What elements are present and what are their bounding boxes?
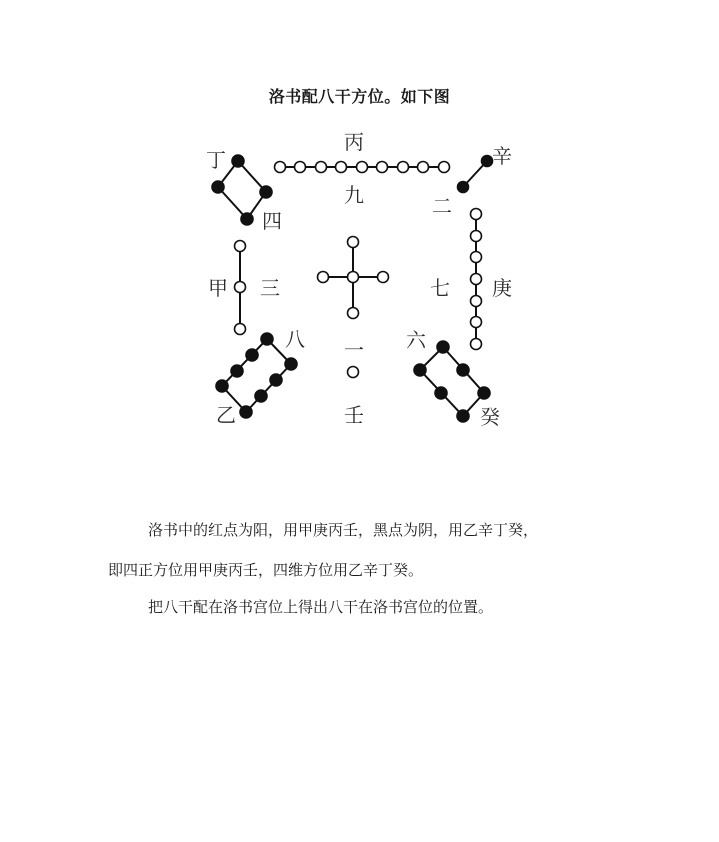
- dot-four: [260, 186, 272, 198]
- dot-six: [435, 387, 447, 399]
- number-seven-label: 七: [430, 276, 450, 300]
- dot-one: [348, 367, 359, 378]
- dot-nine: [439, 162, 450, 173]
- number-one-label: 一: [344, 338, 364, 362]
- dot-four: [232, 155, 244, 167]
- dot-seven: [471, 296, 482, 307]
- dot-eight: [240, 406, 252, 418]
- dot-eight: [261, 333, 273, 345]
- dot-eight: [246, 349, 258, 361]
- dot-eight: [285, 358, 297, 370]
- stem-xin-label: 辛: [492, 144, 512, 168]
- dot-nine: [357, 162, 368, 173]
- line-six: [420, 347, 484, 416]
- dot-six: [478, 387, 490, 399]
- paragraph-3: 把八干配在洛书宫位上得出八干在洛书宫位的位置。: [148, 598, 494, 616]
- dot-two: [482, 156, 493, 167]
- dot-five: [348, 237, 359, 248]
- dot-nine: [398, 162, 409, 173]
- dot-three: [235, 241, 246, 252]
- dot-nine: [316, 162, 327, 173]
- dot-seven: [471, 231, 482, 242]
- dot-five: [348, 272, 359, 283]
- dot-nine: [336, 162, 347, 173]
- stem-ren-label: 壬: [344, 403, 364, 427]
- stem-ding-label: 丁: [206, 148, 226, 172]
- paragraph-2: 即四正方位用甲庚丙壬，四维方位用乙辛丁癸。: [108, 561, 424, 579]
- page-title: 洛书配八干方位。如下图: [268, 87, 451, 106]
- dot-nine: [275, 162, 286, 173]
- dot-five: [378, 272, 389, 283]
- dot-seven: [471, 317, 482, 328]
- dot-five: [318, 272, 329, 283]
- dot-seven: [471, 209, 482, 220]
- dot-nine: [377, 162, 388, 173]
- dot-six: [437, 341, 449, 353]
- dot-four: [212, 181, 224, 193]
- number-nine-label: 九: [344, 183, 364, 207]
- dot-four: [241, 213, 253, 225]
- stem-geng-label: 庚: [492, 276, 512, 300]
- number-four-label: 四: [262, 209, 282, 233]
- dot-eight: [270, 374, 282, 386]
- number-eight-label: 八: [285, 327, 305, 351]
- dot-eight: [255, 390, 267, 402]
- number-three-label: 三: [260, 276, 280, 300]
- stem-gui-label: 癸: [480, 405, 500, 429]
- number-six-label: 六: [406, 328, 426, 352]
- dot-eight: [231, 365, 243, 377]
- dot-six: [457, 364, 469, 376]
- dot-seven: [471, 274, 482, 285]
- dot-nine: [418, 162, 429, 173]
- stem-bing-label: 丙: [344, 130, 364, 154]
- dot-two: [458, 182, 469, 193]
- dot-three: [235, 324, 246, 335]
- dot-seven: [471, 339, 482, 350]
- paragraph-1: 洛书中的红点为阳，用甲庚丙壬，黑点为阴，用乙辛丁癸，: [148, 521, 539, 539]
- dot-nine: [295, 162, 306, 173]
- dot-six: [457, 410, 469, 422]
- stem-jia-label: 甲: [208, 276, 228, 300]
- number-two-label: 二: [432, 194, 452, 218]
- dot-six: [414, 364, 426, 376]
- dot-seven: [471, 252, 482, 263]
- dot-eight: [216, 380, 228, 392]
- stem-yi-label: 乙: [216, 403, 236, 427]
- dot-three: [235, 282, 246, 293]
- dot-five: [348, 308, 359, 319]
